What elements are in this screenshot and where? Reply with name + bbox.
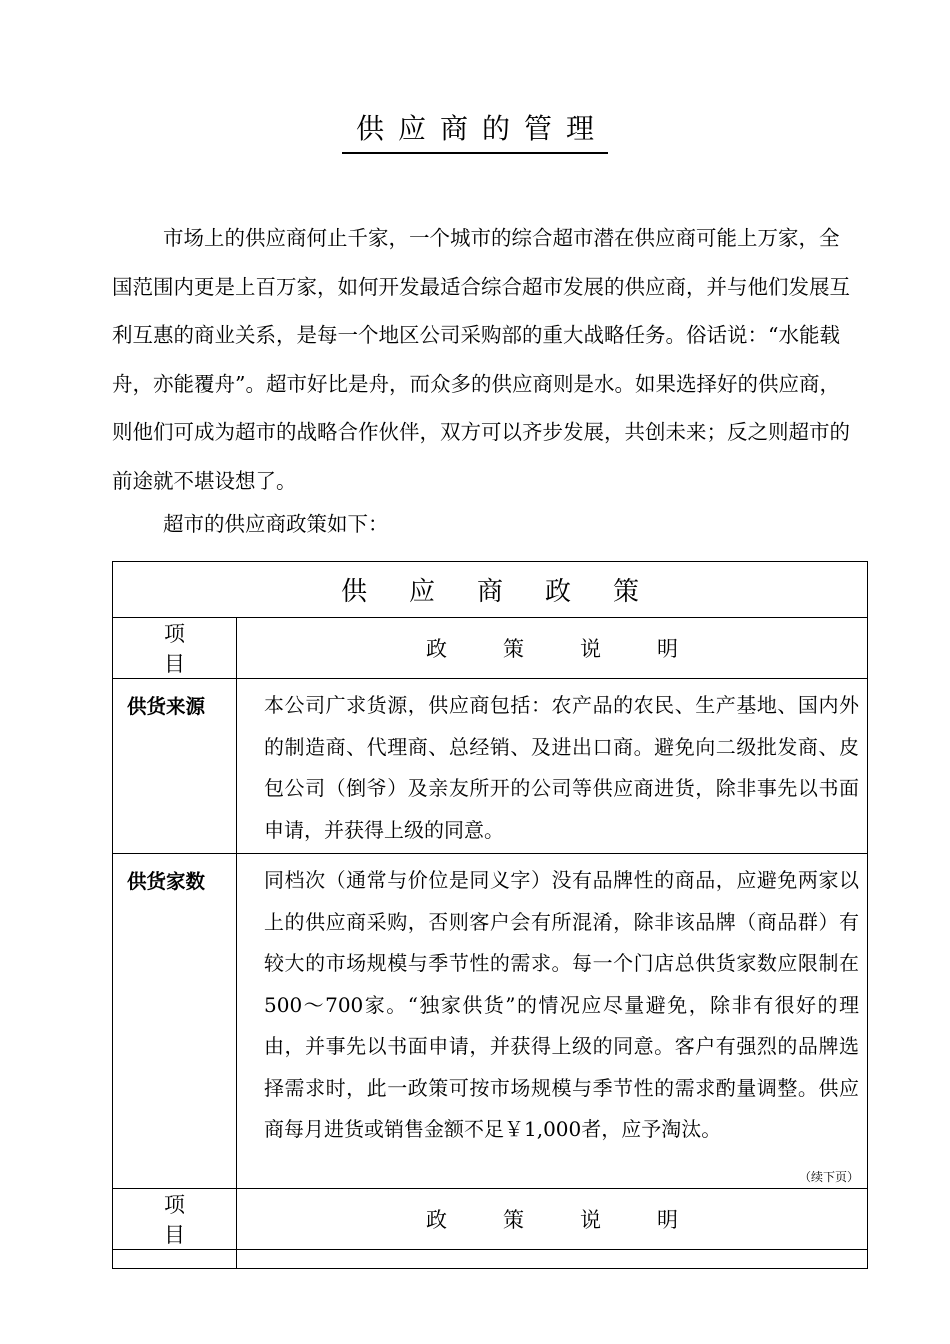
row-item-label: 供货家数 — [113, 854, 237, 1189]
row-description: 同档次（通常与价位是同义字）没有品牌性的商品，应避免两家以上的供应商采购，否则客户会有所混淆，除非该品牌（商品群）有较大的市场规模与季节性的需求。每一个门店总供货家数应限制在500～700家。“独家供货”的情况应尽量避免，除非有很好的理由，并事先以书面申请，并获得上级的同意。客户有强烈的品牌选择需求时，此一政策可按市场规模与季节性的需求酌量调整。供应商每月进货或销售金额不足￥1,000者，应予淘汰。 — [264, 868, 859, 1141]
header-item: 项目 — [113, 618, 237, 679]
repeat-header-row — [113, 1189, 868, 1250]
policy-intro-text: 超市的供应商政策如下： — [163, 512, 389, 536]
page-title: 供应商的管理 — [342, 110, 608, 154]
empty-row — [113, 1250, 868, 1269]
row-description-cell — [237, 854, 868, 1189]
continued-note: （续下页） — [798, 1170, 859, 1184]
empty-cell — [237, 1250, 868, 1269]
table-row — [113, 679, 868, 854]
table-title: 供应商政策 — [113, 562, 868, 618]
row-description: 本公司广求货源，供应商包括：农产品的农民、生产基地、国内外的制造商、代理商、总经销、及进出口商。避免向二级批发商、皮包公司（倒爷）及亲友所开的公司等供应商进货，除非事先以书面申请，并获得上级的同意。 — [237, 679, 868, 854]
row-item-label: 供货来源 — [113, 679, 237, 854]
empty-cell — [113, 1250, 237, 1269]
intro-paragraph: 市场上的供应商何止千家，一个城市的综合超市潜在供应商可能上万家，全国范围内更是上百万家，如何开发最适合综合超市发展的供应商，并与他们发展互利互惠的商业关系，是每一个地区公司采购部的重大战略任务。俗话说：“水能载舟，亦能覆舟”。超市好比是舟，而众多的供应商则是水。如果选择好的供应商，则他们可成为超市的战略合作伙伴，双方可以齐步发展，共创未来；反之则超市的前途就不堪设想了。 — [112, 226, 850, 493]
table-header-row — [113, 618, 868, 679]
header-description: 政策说明 — [237, 618, 868, 679]
repeat-header-description: 政策说明 — [237, 1189, 868, 1250]
table-title-row — [113, 562, 868, 618]
table-row — [113, 854, 868, 1189]
title-container — [0, 110, 950, 154]
repeat-header-item: 项目 — [113, 1189, 237, 1250]
supplier-policy-table — [112, 561, 868, 1269]
